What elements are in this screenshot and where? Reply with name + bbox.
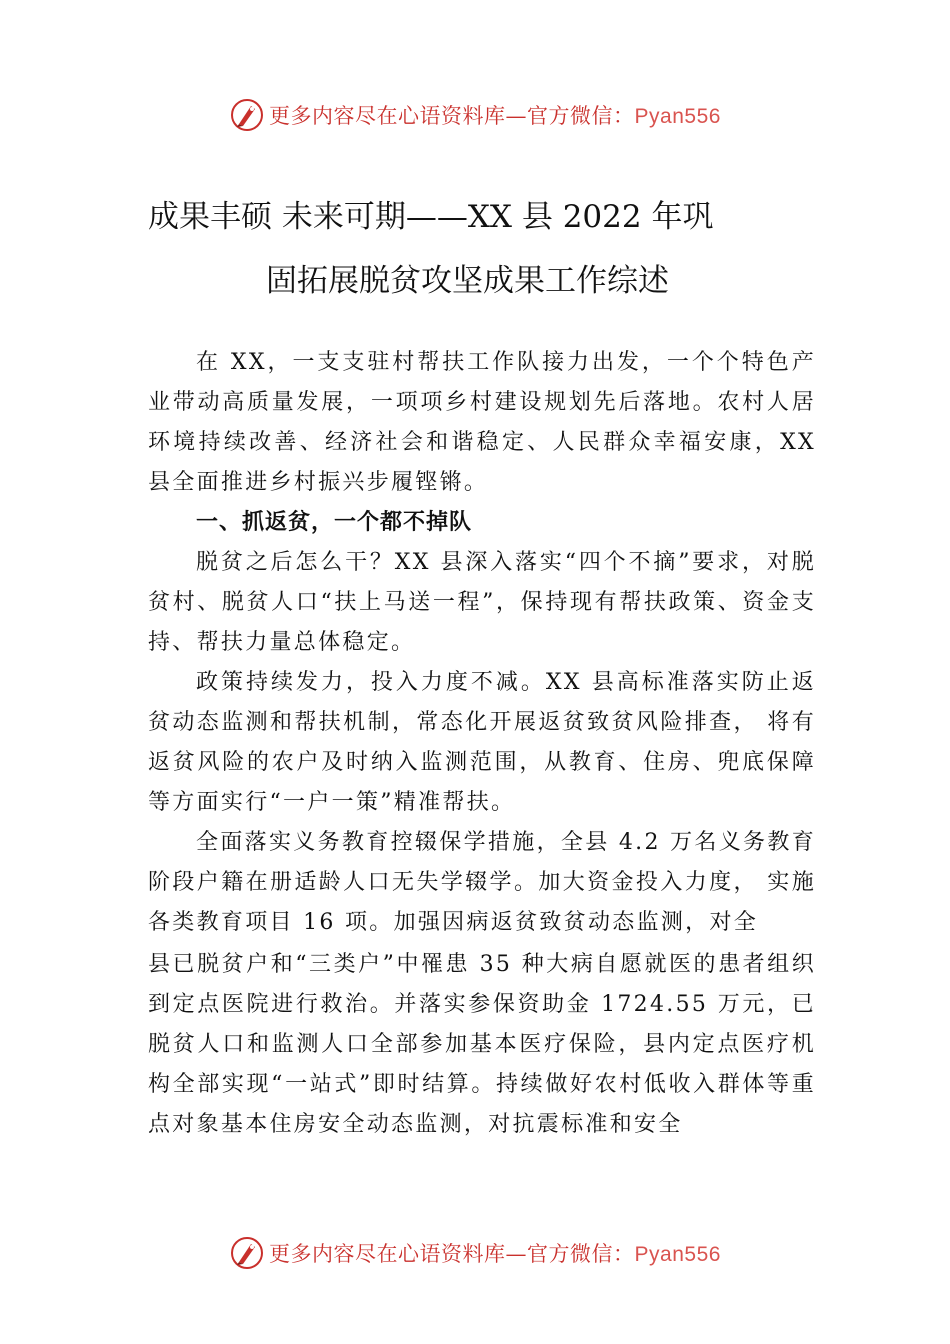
paragraph-3b: 县已脱贫户和“三类户”中罹患 35 种大病自愿就医的患者组织到定点医院进行救治。并落实参保资助金 1724.55 万元，已脱贫人口和监测人口全部参加基本医疗保险，县内定点医疗机构全部实现“一站式”即时结算。持续做好农村低收入群体等重点对象基本住房安全动态监测，对抗震标准和安全	[148, 952, 816, 1137]
paragraph-2: 政策持续发力，投入力度不减。XX 县高标准落实防止返贫动态监测和帮扶机制，常态化开展返贫致贫风险排查， 将有返贫风险的农户及时纳入监测范围，从教育、住房、兜底保障等方面实行“一户一策”精准帮扶。	[148, 670, 816, 815]
footer-banner	[0, 1233, 950, 1273]
footer-banner-text	[269, 1238, 721, 1268]
intro-paragraph: 在 XX，一支支驻村帮扶工作队接力出发，一个个特色产业带动高质量发展，一项项乡村建设规划先后落地。农村人居环境持续改善、经济社会和谐稳定、人民群众幸福安康，XX 县全面推进乡村振兴步履铿锵。	[148, 350, 816, 495]
section-1-heading: 一、抓返贫，一个都不掉队	[196, 510, 473, 535]
paragraph-1: 脱贫之后怎么干？XX 县深入落实“四个不摘”要求，对脱贫村、脱贫人口“扶上马送一程”，保持现有帮扶政策、资金支持、帮扶力量总体稳定。	[148, 550, 816, 655]
pen-nib-logo-icon	[229, 97, 265, 133]
footer-banner-label: 更多内容尽在心语资料库—官方微信：	[269, 1242, 635, 1266]
document-body	[148, 343, 816, 1145]
pen-nib-logo-icon	[229, 1235, 265, 1271]
title-line-2: 固拓展脱贫攻坚成果工作综述	[266, 263, 669, 299]
footer-wechat-id: Pyan556	[634, 1243, 721, 1266]
header-banner-text	[269, 100, 721, 130]
header-wechat-id: Pyan556	[634, 105, 721, 128]
header-banner	[0, 95, 950, 135]
paragraph-3a: 全面落实义务教育控辍保学措施，全县 4.2 万名义务教育阶段户籍在册适龄人口无失学辍学。加大资金投入力度， 实施各类教育项目 16 项。加强因病返贫致贫动态监测，对全	[148, 830, 817, 935]
title-line-1: 成果丰硕 未来可期——XX 县 2022 年巩	[148, 199, 714, 235]
header-banner-label: 更多内容尽在心语资料库—官方微信：	[269, 104, 635, 128]
document-title	[148, 185, 828, 313]
